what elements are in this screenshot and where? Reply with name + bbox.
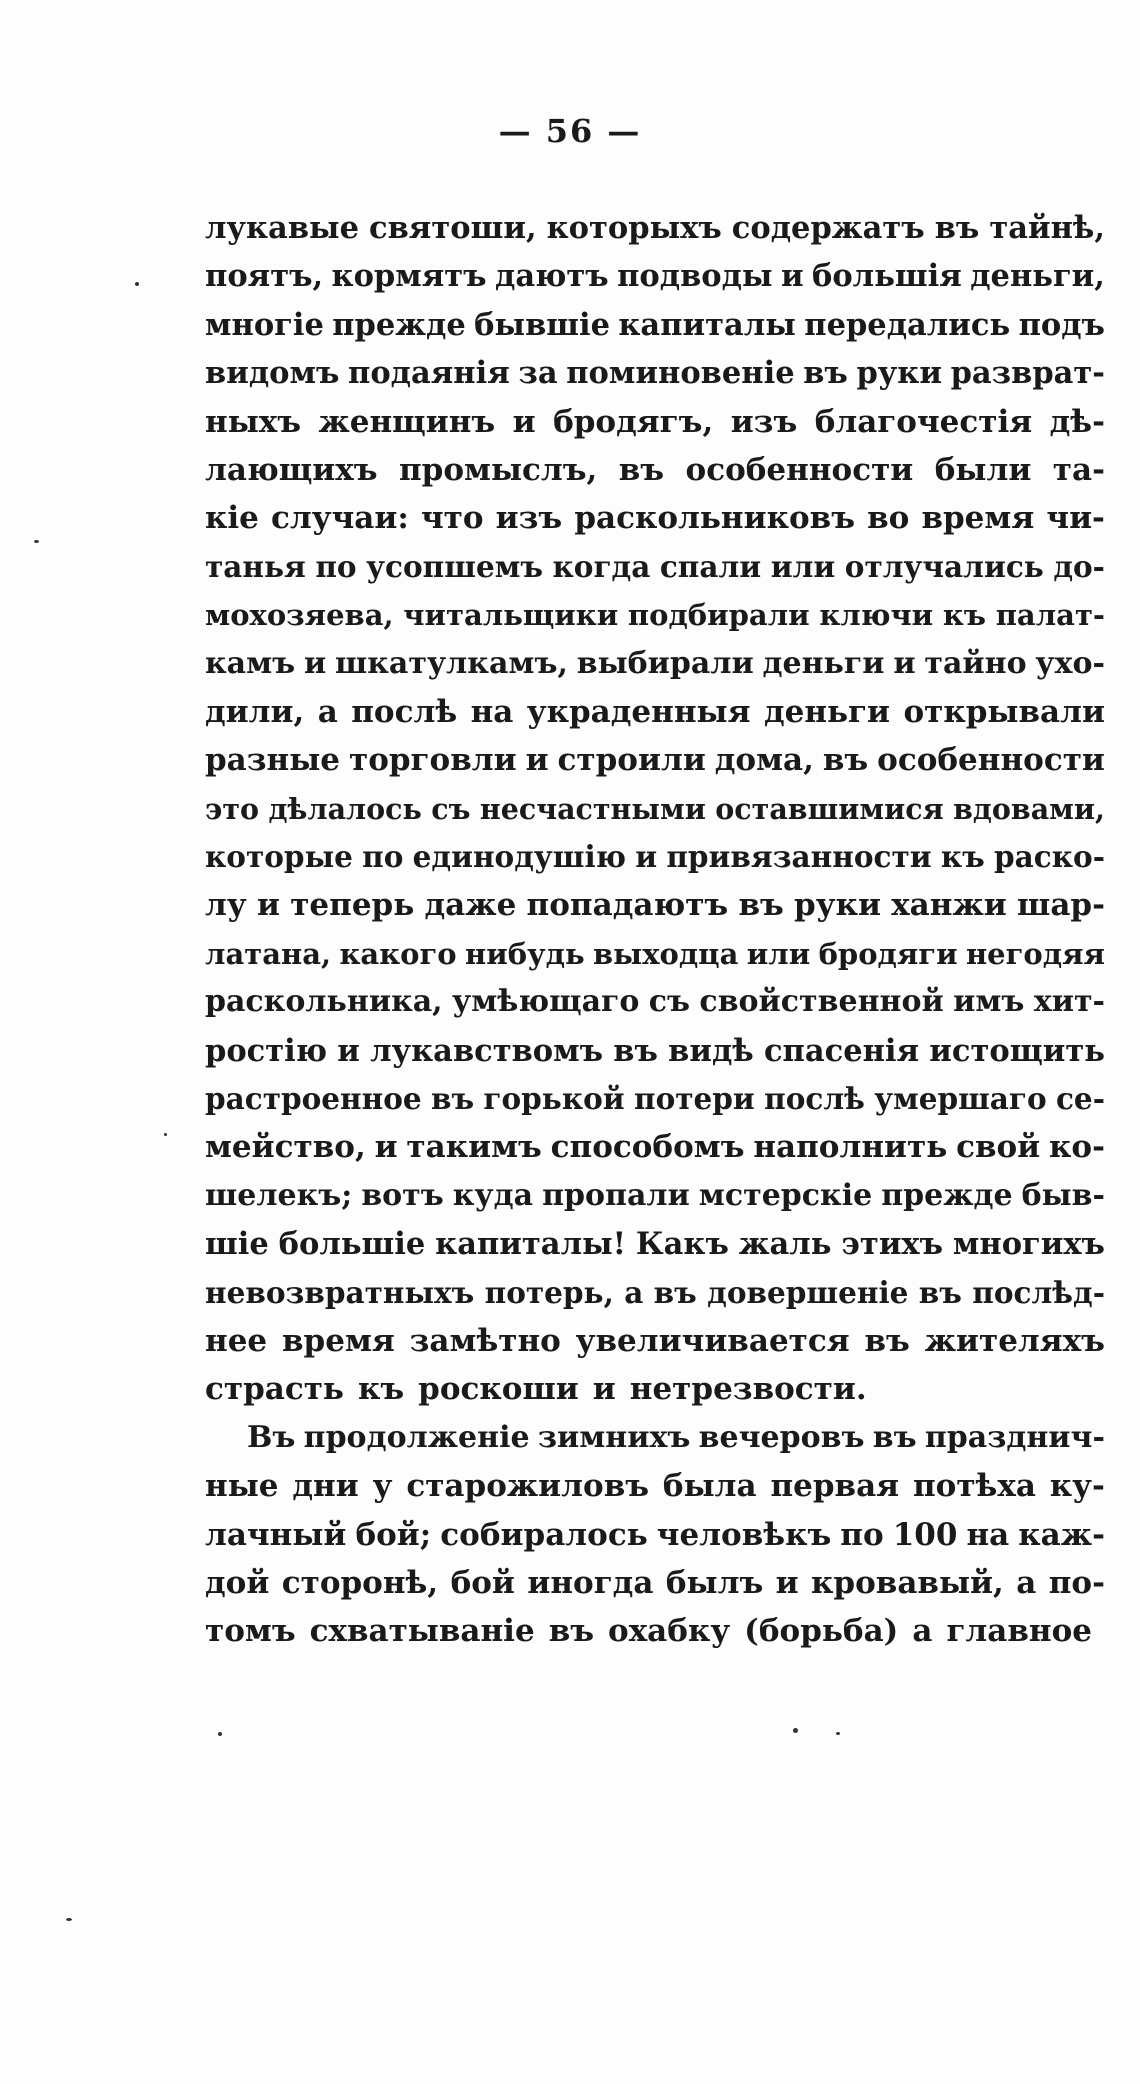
- text-line: [205, 252, 1105, 300]
- word: въ: [613, 1032, 658, 1069]
- word: замѣтно: [409, 1322, 561, 1359]
- word: и: [256, 887, 280, 924]
- word: бродяги: [818, 936, 958, 971]
- word: читальщики: [403, 598, 619, 633]
- word: страсть: [205, 1371, 344, 1408]
- word: съ: [648, 984, 691, 1020]
- word: изъ: [730, 403, 798, 440]
- word: въ: [934, 210, 980, 246]
- word: кровавый,: [811, 1564, 1004, 1601]
- word: что: [420, 500, 484, 537]
- word: быв-: [1021, 1177, 1105, 1213]
- word: свойственной: [699, 984, 944, 1020]
- scan-speck: [218, 1732, 222, 1736]
- word: куда: [452, 1177, 534, 1213]
- text-line: [205, 398, 1105, 446]
- text-line: [205, 833, 1105, 881]
- word: и: [337, 1032, 360, 1069]
- word: потѣха: [912, 1468, 1036, 1505]
- word: это: [205, 791, 260, 826]
- word: мейство,: [205, 1129, 366, 1166]
- word: кіе: [205, 500, 259, 537]
- word: въ: [653, 1274, 697, 1310]
- word: выходца: [593, 936, 739, 971]
- word: дома,: [714, 742, 814, 779]
- word: растроенное: [205, 1081, 422, 1117]
- word: даютъ: [495, 258, 609, 295]
- word: бой: [450, 1564, 515, 1601]
- word: жителяхъ: [924, 1322, 1105, 1359]
- word: та-: [1052, 451, 1105, 488]
- word: каж-: [1018, 1516, 1105, 1553]
- word: ханжи: [891, 887, 1007, 924]
- word: имъ: [953, 984, 1025, 1020]
- word: раско-: [994, 839, 1105, 875]
- word: особенности: [685, 451, 914, 488]
- word: ку-: [1049, 1468, 1105, 1505]
- word: послѣ: [351, 693, 458, 730]
- word: подводы: [617, 258, 773, 295]
- word: способомъ: [550, 1129, 745, 1166]
- word: которые: [205, 839, 353, 875]
- word: латана,: [205, 936, 332, 971]
- word: оставшимися: [715, 791, 944, 826]
- word: чи-: [1046, 500, 1105, 537]
- text-line: [205, 543, 1105, 591]
- word: по: [315, 548, 357, 584]
- word: женщинъ: [318, 403, 496, 440]
- word: руки: [856, 355, 942, 392]
- text-line: [205, 301, 1105, 349]
- word: деньги: [763, 693, 891, 730]
- text-line: [205, 1414, 1105, 1462]
- word: нибудь: [464, 936, 585, 971]
- word: въ: [548, 1613, 595, 1650]
- text-line: [205, 881, 1105, 929]
- word: въ: [738, 887, 784, 924]
- word: горькой: [483, 1081, 625, 1117]
- word: деньги,: [970, 258, 1105, 295]
- word: а: [317, 693, 338, 730]
- word: къ: [942, 598, 987, 633]
- word: какого: [339, 936, 457, 971]
- word: вечеровъ: [698, 1419, 865, 1455]
- word: томъ: [205, 1613, 296, 1650]
- word: случаи:: [271, 500, 409, 537]
- word: палат-: [995, 598, 1105, 633]
- word: ростію: [205, 1032, 327, 1069]
- word: попадаютъ: [526, 887, 729, 924]
- scan-speck: [836, 1732, 840, 1735]
- word: бой;: [355, 1516, 432, 1553]
- word: даже: [424, 887, 517, 924]
- word: нее: [205, 1322, 268, 1359]
- text-line: [205, 1075, 1105, 1123]
- scan-speck: [793, 1728, 798, 1733]
- word: дой: [205, 1564, 270, 1601]
- word: хит-: [1033, 984, 1105, 1020]
- word: въ: [618, 451, 665, 488]
- word: поминовеніе: [566, 355, 795, 392]
- text-line: [205, 204, 1105, 252]
- word: охабку: [608, 1613, 731, 1650]
- word: бывшіе: [474, 306, 611, 343]
- word: жаль: [738, 1226, 832, 1263]
- word: Въ: [247, 1419, 296, 1455]
- word: се-: [1055, 1081, 1105, 1117]
- text-line: [205, 494, 1105, 542]
- word: подаянія: [348, 355, 510, 392]
- word: умершаго: [874, 1081, 1047, 1117]
- word: продолженіе: [303, 1419, 530, 1455]
- word: открывали: [903, 693, 1105, 730]
- word: ключи: [819, 598, 934, 633]
- word: былъ: [665, 1564, 764, 1601]
- word: передались: [804, 306, 1011, 343]
- word: и: [780, 258, 804, 295]
- word: а: [1016, 1564, 1037, 1601]
- text-line: [205, 446, 1105, 494]
- word: въ: [430, 1081, 475, 1117]
- word: ныхъ: [205, 403, 302, 440]
- word: когда: [552, 548, 651, 584]
- word: ухо-: [1035, 645, 1105, 681]
- word: въ: [872, 1419, 917, 1455]
- text-line: [205, 591, 1105, 639]
- text-line: [205, 1269, 1105, 1317]
- word: шелекъ;: [205, 1177, 353, 1213]
- text-line: [205, 688, 1105, 736]
- word: вдовами,: [953, 791, 1105, 826]
- word: и: [374, 1129, 398, 1166]
- word: по: [840, 1516, 884, 1553]
- word: зимнихъ: [537, 1419, 691, 1455]
- word: лукавствомъ: [370, 1032, 604, 1069]
- text-line: [205, 785, 1105, 833]
- word: (борьба): [744, 1613, 899, 1650]
- word: руки: [794, 887, 881, 924]
- word: или: [770, 548, 836, 584]
- word: многіе: [205, 306, 324, 343]
- word: видѣ: [668, 1032, 754, 1069]
- word: раскольника,: [205, 984, 443, 1020]
- word: святоши,: [369, 210, 537, 246]
- body-text: [205, 204, 1105, 1656]
- word: 100: [892, 1516, 958, 1553]
- word: привязанности: [666, 839, 932, 875]
- word: мохозяева,: [205, 598, 394, 633]
- word: прежде: [881, 1177, 1013, 1213]
- word: тайнѣ,: [989, 210, 1105, 246]
- word: по: [362, 839, 404, 875]
- scan-speck: [164, 1133, 167, 1136]
- word: камъ: [205, 645, 296, 681]
- word: потерь,: [484, 1274, 614, 1310]
- word: шіе: [205, 1226, 269, 1263]
- word: отлучались: [844, 548, 1044, 584]
- word: торговли: [349, 742, 517, 779]
- word: на: [470, 693, 514, 730]
- word: видомъ: [205, 355, 340, 392]
- text-line: [205, 930, 1105, 978]
- word: первая: [770, 1468, 900, 1505]
- word: иногда: [527, 1564, 654, 1601]
- word: наполнить: [753, 1129, 948, 1166]
- word: промыслъ,: [398, 451, 598, 488]
- word: изъ: [495, 500, 563, 537]
- word: дили,: [205, 693, 305, 730]
- word: празднич-: [924, 1419, 1105, 1455]
- word: спасенія: [763, 1032, 920, 1069]
- text-line: [205, 349, 1105, 397]
- word: были: [934, 451, 1032, 488]
- word: капиталы!: [435, 1226, 627, 1263]
- word: послѣ: [764, 1081, 865, 1117]
- word: и: [525, 742, 549, 779]
- word: которыхъ: [546, 210, 722, 246]
- word: выбирали: [576, 645, 754, 681]
- word: благочестія: [814, 403, 1033, 440]
- word: тайно: [924, 645, 1027, 681]
- word: бродягъ,: [553, 403, 714, 440]
- word: ко-: [1049, 1129, 1105, 1166]
- text-line: [205, 1511, 1105, 1559]
- text-line: [205, 1027, 1105, 1075]
- word: лукавые: [205, 210, 359, 246]
- word: до-: [1053, 548, 1105, 584]
- word: украденныя: [526, 693, 751, 730]
- word: несчастными: [479, 791, 706, 826]
- word: шкатулкамъ,: [335, 645, 568, 681]
- word: и: [893, 645, 916, 681]
- word: поятъ,: [205, 258, 324, 295]
- word: Какъ: [635, 1226, 729, 1263]
- text-line: [205, 978, 1105, 1026]
- word: послѣд-: [972, 1274, 1105, 1310]
- word: такимъ: [406, 1129, 542, 1166]
- word: была: [662, 1468, 757, 1505]
- text-line: [205, 736, 1105, 784]
- word: во: [867, 500, 910, 537]
- word: кормятъ: [331, 258, 487, 295]
- word: и: [635, 839, 658, 875]
- word: раскольниковъ: [574, 500, 855, 537]
- word: ные: [205, 1468, 279, 1505]
- word: за: [518, 355, 558, 392]
- scan-speck: [34, 540, 39, 543]
- text-line: [205, 1365, 1105, 1413]
- text-line: [205, 640, 1105, 688]
- word: подъ: [1018, 306, 1105, 343]
- scan-speck: [66, 1918, 72, 1921]
- word: усопшемъ: [366, 548, 543, 584]
- word: въ: [918, 1274, 962, 1310]
- text-line: [205, 1462, 1105, 1510]
- word: и: [512, 403, 536, 440]
- word: время: [282, 1322, 395, 1359]
- word: и: [303, 645, 327, 681]
- word: у: [372, 1468, 393, 1505]
- word: танья: [205, 548, 306, 584]
- word: истощить: [929, 1032, 1105, 1069]
- word: единодушію: [412, 839, 626, 875]
- word: лу: [205, 887, 247, 924]
- word: большіе: [278, 1226, 426, 1263]
- text-line: [205, 1172, 1105, 1220]
- word: невозвратныхъ: [205, 1274, 475, 1310]
- word: вотъ: [361, 1177, 444, 1213]
- word: или: [746, 936, 811, 971]
- word: потери: [633, 1081, 755, 1117]
- word: деньги: [762, 645, 885, 681]
- word: дни: [292, 1468, 359, 1505]
- text-line: [205, 1220, 1105, 1268]
- word: схватываніе: [309, 1613, 535, 1650]
- word: собиралось: [440, 1516, 648, 1553]
- word: строили: [557, 742, 706, 779]
- word: дѣ-: [1049, 403, 1105, 440]
- page-number: — 56 —: [498, 112, 642, 150]
- scan-speck: [135, 282, 139, 286]
- word: негодяя: [965, 936, 1105, 971]
- word: человѣкъ: [656, 1516, 832, 1553]
- word: по-: [1048, 1564, 1105, 1601]
- word: разврат-: [950, 355, 1105, 392]
- word: дѣлалось: [268, 791, 422, 826]
- word: а: [912, 1613, 933, 1650]
- word: а: [624, 1274, 644, 1310]
- word: пропали: [542, 1177, 690, 1213]
- word: мстерскіе: [698, 1177, 873, 1213]
- word: и: [775, 1564, 799, 1601]
- word: большія: [812, 258, 962, 295]
- word: разные: [205, 742, 341, 779]
- word: въ: [803, 355, 848, 392]
- text-line: [205, 1123, 1105, 1171]
- word: на: [966, 1516, 1010, 1553]
- word: и: [592, 1371, 616, 1408]
- word: въ: [864, 1322, 910, 1359]
- word: лачный: [205, 1516, 347, 1553]
- word: старожиловъ: [406, 1468, 650, 1505]
- word: умѣющаго: [452, 984, 640, 1020]
- word: главное: [946, 1613, 1093, 1650]
- word: увеличивается: [575, 1322, 850, 1359]
- word: теперь: [290, 887, 415, 924]
- word: капиталы: [618, 306, 796, 343]
- word: къ: [940, 839, 985, 875]
- word: довершеніе: [707, 1274, 909, 1310]
- word: содержатъ: [731, 210, 925, 246]
- text-line: [205, 1607, 1105, 1655]
- word: спали: [659, 548, 762, 584]
- word: шар-: [1017, 887, 1105, 924]
- word: сторонѣ,: [281, 1564, 439, 1601]
- word: время: [921, 500, 1035, 537]
- word: прежде: [332, 306, 466, 343]
- word: въ: [822, 742, 869, 779]
- text-line: [205, 1317, 1105, 1365]
- word: особенности: [877, 742, 1105, 779]
- word: этихъ: [841, 1226, 944, 1263]
- word: подбирали: [627, 598, 810, 633]
- word: роскоши: [418, 1371, 579, 1408]
- word: лающихъ: [205, 451, 378, 488]
- word: съ: [431, 791, 471, 826]
- word: къ: [357, 1371, 405, 1408]
- word: нетрезвости.: [629, 1371, 867, 1408]
- word: многихъ: [952, 1226, 1105, 1263]
- text-line: [205, 1559, 1105, 1607]
- word: свой: [956, 1129, 1041, 1166]
